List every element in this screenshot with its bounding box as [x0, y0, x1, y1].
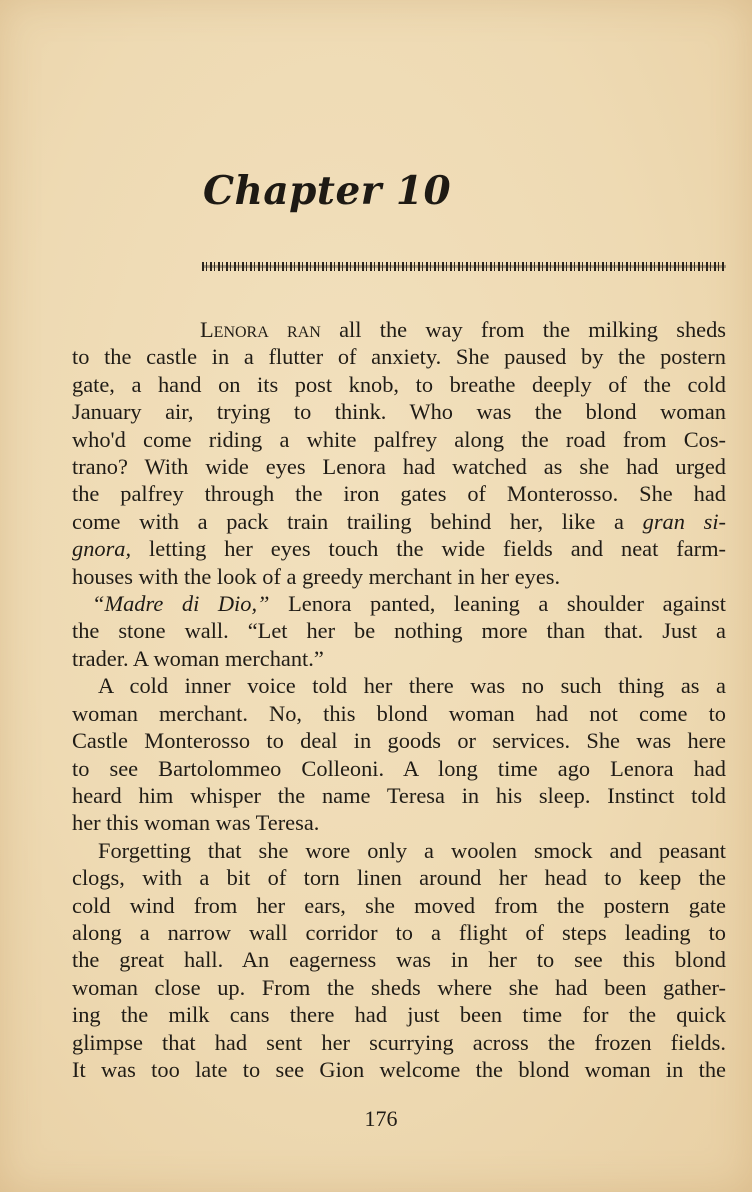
text-line — [72, 782, 726, 809]
text-line — [72, 508, 726, 535]
line-text: all the way from the milking sheds — [320, 317, 726, 342]
line-text: who'd come riding a white palfrey along the road from Cos- — [72, 426, 726, 452]
drop-small-caps: Lenora ran — [200, 317, 321, 342]
line-text: the great hall. An eagerness was in her to see this blond — [72, 947, 726, 973]
line-text: the stone wall. “Let her be nothing more than that. Just a — [72, 618, 726, 644]
text-line — [72, 864, 726, 891]
line-text: January air, trying to think. Who was the blond woman — [72, 399, 726, 425]
line-text: heard him whisper the name Teresa in his sleep. Instinct told — [72, 782, 726, 808]
text-line — [72, 700, 726, 727]
text-line — [72, 919, 726, 946]
text-line — [72, 453, 726, 480]
text-line — [72, 371, 726, 398]
text-line — [72, 892, 726, 919]
text-line — [72, 590, 726, 617]
page-number: 176 — [364, 1106, 398, 1131]
line-text: trano? With wide eyes Lenora had watched as she had urged — [72, 454, 726, 480]
line-text: Lenora panted, leaning a shoulder against — [269, 591, 726, 617]
chapter-ornament-rule — [202, 262, 726, 271]
italic-phrase: gran si- — [642, 508, 726, 534]
line-text: come with a pack train trailing behind her, like a — [72, 508, 643, 534]
line-text: ing the milk cans there had just been time for the quick — [72, 1002, 726, 1028]
line-text: Forgetting that she wore only a woolen smock and peasant — [98, 837, 726, 863]
text-line — [72, 426, 726, 453]
line-text: woman close up. From the sheds where she had been gather- — [72, 974, 726, 1000]
line-text: to the castle in a flutter of anxiety. She paused by the postern — [72, 344, 726, 370]
text-line — [72, 974, 726, 1001]
text-line — [72, 1001, 726, 1028]
text-line — [72, 398, 726, 425]
text-line — [72, 727, 726, 754]
text-line — [72, 672, 726, 699]
text-line — [72, 1029, 726, 1056]
text-line — [72, 535, 726, 562]
italic-phrase: “Madre di Dio,” — [92, 591, 270, 617]
text-line — [72, 1056, 726, 1083]
line-text: woman merchant. No, this blond woman had not come to — [72, 700, 726, 726]
line-text: her this woman was Teresa. — [72, 810, 320, 836]
line-text: glimpse that had sent her scurrying across the frozen fields. — [72, 1029, 726, 1055]
text-line — [72, 837, 726, 864]
text-line — [72, 563, 726, 590]
line-text: letting her eyes touch the wide fields and neat farm- — [131, 536, 726, 562]
text-line — [72, 316, 726, 343]
italic-phrase: gnora, — [72, 536, 132, 562]
chapter-title: Chapter 10 — [203, 168, 452, 214]
body-text — [72, 316, 726, 1083]
line-text: clogs, with a bit of torn linen around her head to keep the — [72, 865, 726, 891]
line-text: gate, a hand on its post knob, to breathe deeply of the cold — [72, 371, 726, 397]
line-text: Castle Monterosso to deal in goods or services. She was here — [72, 728, 726, 754]
line-text: It was too late to see Gion welcome the blond woman in the — [72, 1056, 726, 1082]
line-text: along a narrow wall corridor to a flight of steps leading to — [72, 919, 726, 945]
text-line — [72, 946, 726, 973]
line-text: trader. A woman merchant.” — [72, 645, 324, 671]
text-line — [72, 617, 726, 644]
text-line — [72, 480, 726, 507]
line-text: to see Bartolommeo Colleoni. A long time ago Lenora had — [72, 755, 726, 781]
text-line — [72, 755, 726, 782]
line-text: houses with the look of a greedy merchant in her eyes. — [72, 563, 561, 589]
text-line — [72, 809, 726, 836]
text-line — [72, 343, 726, 370]
line-text: cold wind from her ears, she moved from the postern gate — [72, 892, 726, 918]
line-text: A cold inner voice told her there was no such thing as a — [98, 673, 726, 699]
text-line — [72, 645, 726, 672]
line-text: the palfrey through the iron gates of Monterosso. She had — [72, 481, 726, 507]
